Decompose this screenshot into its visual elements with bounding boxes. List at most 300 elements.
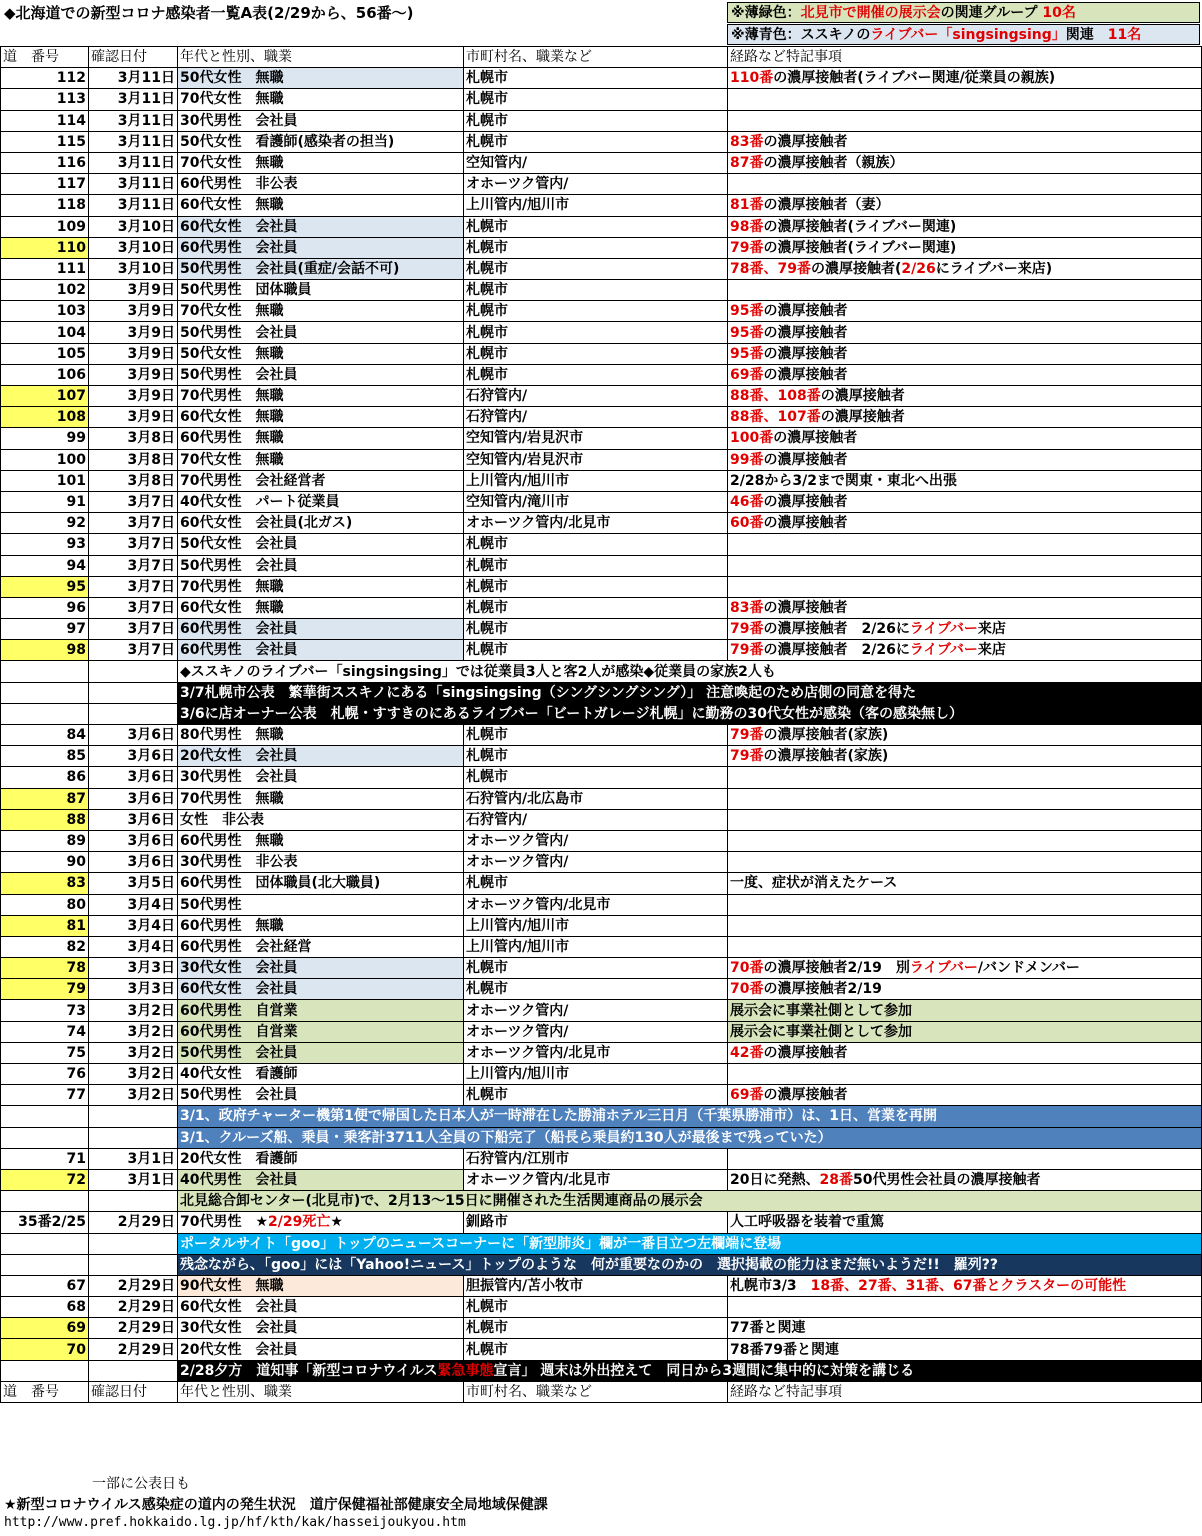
banner-spacer (1, 1254, 89, 1275)
note-fragment: の濃厚接触者 (820, 388, 905, 405)
age-sex-job: 50代男性 会社員 (178, 555, 464, 576)
note-fragment: 83番 (730, 133, 764, 150)
note-fragment: の濃厚接触者 2/26に (763, 642, 910, 659)
confirm-date: 3月4日 (89, 894, 178, 915)
note-fragment: 70番 (730, 960, 764, 977)
city: 石狩管内/北広島市 (464, 788, 728, 809)
city: 札幌市 (464, 725, 728, 746)
table-row (1, 174, 1202, 195)
confirm-date: 3月11日 (89, 152, 178, 173)
legend-green-prefix: ※薄緑色： (731, 5, 801, 21)
case-number: 87 (1, 788, 89, 809)
notes (728, 1275, 1202, 1296)
confirm-date: 3月9日 (89, 407, 178, 428)
city: オホーツク管内/北見市 (464, 513, 728, 534)
city: 札幌市 (464, 640, 728, 661)
note-fragment: の濃厚接触者 (763, 1044, 848, 1061)
age-sex-job: 60代男性 無職 (178, 830, 464, 851)
city: 札幌市 (464, 68, 728, 89)
confirm-date: 3月10日 (89, 216, 178, 237)
table-row (1, 597, 1202, 618)
age-sex-job: 50代男性 会社員(重症/会話不可) (178, 258, 464, 279)
city: 上川管内/旭川市 (464, 936, 728, 957)
note-fragment: 99番 (730, 451, 764, 468)
confirm-date: 3月9日 (89, 280, 178, 301)
city: 札幌市 (464, 1318, 728, 1339)
age-sex-job: 60代男性 無職 (178, 428, 464, 449)
table-row (1, 216, 1202, 237)
banner-spacer (1, 703, 89, 724)
case-number: 80 (1, 894, 89, 915)
notes (728, 449, 1202, 470)
case-number: 81 (1, 915, 89, 936)
note-fragment: 2/28夕方 道知事「新型コロナウイルス (180, 1362, 438, 1379)
case-number: 107 (1, 386, 89, 407)
notes (728, 131, 1202, 152)
note-fragment: 展示会に事業社側として参加 (730, 1002, 912, 1019)
city: オホーツク管内/ (464, 1021, 728, 1042)
note-fragment: の濃厚接触者 (763, 494, 848, 511)
notes (728, 110, 1202, 131)
confirm-date: 3月6日 (89, 767, 178, 788)
city: 石狩管内/江別市 (464, 1148, 728, 1169)
footer-url[interactable]: http://www.pref.hokkaido.lg.jp/hf/kth/kak/hasseijoukyou.htm (4, 1515, 466, 1530)
legend-green (727, 2, 1200, 23)
header-age-sex-job: 年代と性別、職業 (178, 1381, 464, 1402)
city: 空知管内/岩見沢市 (464, 449, 728, 470)
banner-text: 3/6に店オーナー公表 札幌・すすきのにあるライブバー「ビートガレージ札幌」に勤務の30代女性が感染（客の感染無し） (178, 703, 1202, 724)
city: 札幌市 (464, 364, 728, 385)
city: 札幌市 (464, 280, 728, 301)
confirm-date: 2月29日 (89, 1212, 178, 1233)
city: 石狩管内/ (464, 809, 728, 830)
notes (728, 746, 1202, 767)
confirm-date: 3月3日 (89, 958, 178, 979)
table-row (1, 470, 1202, 491)
case-number: 106 (1, 364, 89, 385)
legend-blue-count: 11名 (1107, 27, 1142, 43)
age-sex-job: 60代女性 会社員 (178, 1297, 464, 1318)
note-fragment: の濃厚接触者 2/26に (763, 621, 910, 638)
banner-spacer (1, 1233, 89, 1254)
notes (728, 555, 1202, 576)
notes (728, 767, 1202, 788)
age-sex-job: 50代男性 会社員 (178, 1085, 464, 1106)
city: 札幌市 (464, 576, 728, 597)
table-row (1, 746, 1202, 767)
header-age-sex-job: 年代と性別、職業 (178, 47, 464, 68)
confirm-date: 3月9日 (89, 301, 178, 322)
city: 札幌市 (464, 979, 728, 1000)
city: オホーツク管内/北見市 (464, 894, 728, 915)
note-fragment: 78番、79番 (730, 260, 811, 277)
confirm-date: 3月6日 (89, 746, 178, 767)
note-fragment: の濃厚接触者（親族） (763, 155, 904, 172)
age-sex-job: 60代男性 会社員 (178, 237, 464, 258)
table-row (1, 407, 1202, 428)
note-fragment: の濃厚接触者 (763, 303, 848, 320)
notes (728, 89, 1202, 110)
age-sex-job: 60代女性 無職 (178, 597, 464, 618)
notes (728, 386, 1202, 407)
note-fragment: 18番、27番、31番、67番とクラスターの可能性 (810, 1277, 1127, 1294)
confirm-date: 3月7日 (89, 619, 178, 640)
confirm-date: 3月10日 (89, 258, 178, 279)
table-row (1, 767, 1202, 788)
notes (728, 788, 1202, 809)
age-sex-job: 60代男性 無職 (178, 915, 464, 936)
confirm-date: 3月9日 (89, 386, 178, 407)
case-number: 114 (1, 110, 89, 131)
city: 札幌市 (464, 873, 728, 894)
note-fragment: 95番 (730, 324, 764, 341)
age-sex-job: 20代女性 会社員 (178, 1339, 464, 1360)
case-number: 96 (1, 597, 89, 618)
case-number: 95 (1, 576, 89, 597)
header-date: 確認日付 (89, 1381, 178, 1402)
notes (728, 407, 1202, 428)
age-sex-job: 40代男性 会社員 (178, 1169, 464, 1190)
table-row (1, 619, 1202, 640)
city: 札幌市 (464, 110, 728, 131)
notes (728, 958, 1202, 979)
table-row (1, 852, 1202, 873)
confirm-date: 3月11日 (89, 174, 178, 195)
confirm-date: 3月5日 (89, 873, 178, 894)
confirm-date: 3月6日 (89, 725, 178, 746)
city: 札幌市 (464, 258, 728, 279)
table-row (1, 725, 1202, 746)
notes (728, 597, 1202, 618)
note-fragment: 95番 (730, 303, 764, 320)
confirm-date: 3月1日 (89, 1148, 178, 1169)
age-sex-job: 80代男性 無職 (178, 725, 464, 746)
note-fragment: の濃厚接触者 (763, 345, 848, 362)
age-sex-job: 90代女性 無職 (178, 1275, 464, 1296)
case-number: 70 (1, 1339, 89, 1360)
confirm-date: 3月11日 (89, 110, 178, 131)
age-sex-job: 60代女性 会社員(北ガス) (178, 513, 464, 534)
note-fragment: の濃厚接触者(ライブバー関連/従業員の親族) (773, 70, 1056, 87)
case-number: 91 (1, 491, 89, 512)
confirm-date: 3月11日 (89, 131, 178, 152)
confirm-date: 3月7日 (89, 513, 178, 534)
header-date: 確認日付 (89, 47, 178, 68)
banner-spacer (89, 682, 178, 703)
banner-row (1, 1106, 1202, 1127)
note-fragment: 77番と関連 (730, 1320, 806, 1337)
age-sex-job: 30代男性 会社員 (178, 110, 464, 131)
notes (728, 216, 1202, 237)
note-fragment: 79番 (730, 239, 764, 256)
note-fragment: の濃厚接触者(家族) (763, 727, 889, 744)
table-row (1, 343, 1202, 364)
header-notes: 経路など特記事項 (728, 1381, 1202, 1402)
note-fragment: 69番 (730, 1087, 764, 1104)
legend-green-highlight: 北見市で開催の展示会 (800, 5, 941, 21)
city: 札幌市 (464, 746, 728, 767)
table-row (1, 322, 1202, 343)
case-number: 89 (1, 830, 89, 851)
note-fragment: 79番 (730, 727, 764, 744)
notes (728, 873, 1202, 894)
notes (728, 1212, 1202, 1233)
notes (728, 852, 1202, 873)
note-fragment: ★ (330, 1214, 343, 1231)
note-fragment: の濃厚接触者2/19 (763, 981, 882, 998)
note-fragment: 46番 (730, 494, 764, 511)
confirm-date: 3月2日 (89, 1064, 178, 1085)
table-row (1, 894, 1202, 915)
legend-blue-highlight: ライブバー「singsingsing」 (870, 27, 1066, 43)
notes (728, 979, 1202, 1000)
case-number: 88 (1, 809, 89, 830)
note-fragment: 28番 (819, 1172, 853, 1189)
table-row (1, 788, 1202, 809)
banner-spacer (89, 703, 178, 724)
notes (728, 1148, 1202, 1169)
notes (728, 576, 1202, 597)
table-row (1, 1000, 1202, 1021)
note-fragment: 95番 (730, 345, 764, 362)
case-number: 79 (1, 979, 89, 1000)
banner-text: 3/1、政府チャーター機第1便で帰国した日本人が一時滞在した勝浦ホテル三日月（千葉県勝浦市）は、1日、営業を再開 (178, 1106, 1202, 1127)
banner-text: ◆ススキノのライブバー「singsingsing」では従業員3人と客2人が感染◆従業員の家族2人も (178, 661, 1202, 682)
confirm-date: 2月29日 (89, 1318, 178, 1339)
confirm-date: 3月7日 (89, 576, 178, 597)
city: 札幌市 (464, 131, 728, 152)
note-fragment: の濃厚接触者2/19 別 (763, 960, 910, 977)
table-row (1, 979, 1202, 1000)
city: 札幌市 (464, 1297, 728, 1318)
case-number: 94 (1, 555, 89, 576)
notes (728, 1318, 1202, 1339)
city: 札幌市 (464, 958, 728, 979)
city: オホーツク管内/ (464, 852, 728, 873)
age-sex-job: 60代男性 自営業 (178, 1000, 464, 1021)
notes (728, 936, 1202, 957)
note-fragment: の濃厚接触者 (763, 451, 848, 468)
notes (728, 68, 1202, 89)
city: 空知管内/ (464, 152, 728, 173)
table-header-row (1, 47, 1202, 68)
notes (728, 258, 1202, 279)
note-fragment: 20日に発熱、 (730, 1172, 820, 1189)
confirm-date: 2月29日 (89, 1339, 178, 1360)
table-row (1, 195, 1202, 216)
confirm-date: 3月10日 (89, 237, 178, 258)
note-fragment: 50代男性会社員の濃厚接触者 (852, 1172, 1041, 1189)
age-sex-job: 50代男性 会社員 (178, 322, 464, 343)
case-number: 102 (1, 280, 89, 301)
table-row (1, 873, 1202, 894)
table-row (1, 301, 1202, 322)
note-fragment: 42番 (730, 1044, 764, 1061)
note-fragment: 78番79番と関連 (730, 1341, 839, 1358)
table-row (1, 513, 1202, 534)
notes (728, 915, 1202, 936)
age-sex-job: 60代女性 無職 (178, 195, 464, 216)
age-sex-job: 70代男性 無職 (178, 576, 464, 597)
confirm-date: 3月9日 (89, 322, 178, 343)
age-sex-job: 60代男性 会社経営 (178, 936, 464, 957)
case-number: 116 (1, 152, 89, 173)
notes (728, 364, 1202, 385)
banner-spacer (1, 661, 89, 682)
table-row (1, 1318, 1202, 1339)
city: 釧路市 (464, 1212, 728, 1233)
confirm-date: 3月7日 (89, 491, 178, 512)
table-row (1, 1021, 1202, 1042)
banner-text: 北見総合卸センター(北見市)で、2月13～15日に開催された生活関連商品の展示会 (178, 1191, 1202, 1212)
legend-green-count: 10名 (1042, 5, 1076, 21)
age-sex-job: 50代男性 団体職員 (178, 280, 464, 301)
city: オホーツク管内/北見市 (464, 1169, 728, 1190)
table-row (1, 491, 1202, 512)
age-sex-job: 30代女性 会社員 (178, 1318, 464, 1339)
banner-row (1, 1191, 1202, 1212)
table-row (1, 534, 1202, 555)
age-sex-job: 50代女性 看護師(感染者の担当) (178, 131, 464, 152)
age-sex-job: 40代女性 看護師 (178, 1064, 464, 1085)
table-row (1, 386, 1202, 407)
note-fragment: 79番 (730, 748, 764, 765)
case-table (0, 46, 1202, 1403)
footer-source: ★新型コロナウイルス感染症の道内の発生状況 道庁保健福祉部健康安全局地域保健課 (4, 1497, 548, 1513)
legend-blue-suffix: 関連 (1065, 27, 1108, 43)
table-row (1, 1275, 1202, 1296)
age-sex-job: 60代女性 会社員 (178, 216, 464, 237)
header-city: 市町村名、職業など (464, 1381, 728, 1402)
note-fragment: 来店 (977, 621, 1006, 638)
table-row (1, 1064, 1202, 1085)
case-number: 78 (1, 958, 89, 979)
notes (728, 830, 1202, 851)
notes (728, 1297, 1202, 1318)
note-fragment: の濃厚接触者 (763, 1087, 848, 1104)
table-row (1, 449, 1202, 470)
age-sex-job: 60代男性 会社員 (178, 640, 464, 661)
table-row (1, 1042, 1202, 1063)
confirm-date: 3月8日 (89, 428, 178, 449)
notes (728, 322, 1202, 343)
case-number: 112 (1, 68, 89, 89)
legend-blue-prefix: ※薄青色：ススキノの (731, 27, 871, 43)
notes (728, 640, 1202, 661)
notes (728, 619, 1202, 640)
case-number: 86 (1, 767, 89, 788)
table-row (1, 555, 1202, 576)
city: 上川管内/旭川市 (464, 195, 728, 216)
note-fragment: にライブバー来店) (935, 260, 1053, 277)
confirm-date: 3月4日 (89, 915, 178, 936)
footer-note: 一部に公表日も (92, 1476, 190, 1492)
note-fragment: 70代男性 ★ (180, 1214, 269, 1231)
case-number: 103 (1, 301, 89, 322)
case-number: 67 (1, 1275, 89, 1296)
note-fragment: 宣言」 週末は外出控えて 同日から3週間に集中的に対策を講じる (493, 1362, 915, 1379)
confirm-date: 3月7日 (89, 597, 178, 618)
city: 上川管内/旭川市 (464, 470, 728, 491)
note-fragment: 展示会に事業社側として参加 (730, 1023, 912, 1040)
city: 胆振管内/苫小牧市 (464, 1275, 728, 1296)
table-row (1, 1169, 1202, 1190)
banner-spacer (1, 1106, 89, 1127)
confirm-date: 3月3日 (89, 979, 178, 1000)
city: 札幌市 (464, 619, 728, 640)
case-number: 90 (1, 852, 89, 873)
page-title: ◆北海道での新型コロナ感染者一覧A表(2/29から、56番～) (4, 4, 414, 22)
city: 空知管内/岩見沢市 (464, 428, 728, 449)
case-number: 93 (1, 534, 89, 555)
confirm-date: 3月1日 (89, 1169, 178, 1190)
table-row (1, 258, 1202, 279)
note-fragment: 69番 (730, 366, 764, 383)
case-number: 104 (1, 322, 89, 343)
notes (728, 174, 1202, 195)
note-fragment: の濃厚接触者 (763, 515, 848, 532)
city: 札幌市 (464, 301, 728, 322)
note-fragment: の濃厚接触者(家族) (763, 748, 889, 765)
notes (728, 725, 1202, 746)
banner-row (1, 682, 1202, 703)
case-number: 76 (1, 1064, 89, 1085)
table-row (1, 1339, 1202, 1360)
city: 札幌市 (464, 322, 728, 343)
note-fragment: ライブバー (909, 960, 978, 977)
note-fragment: 81番 (730, 197, 764, 214)
city: 札幌市 (464, 343, 728, 364)
notes (728, 1042, 1202, 1063)
case-number: 98 (1, 640, 89, 661)
notes (728, 1169, 1202, 1190)
city: 札幌市 (464, 597, 728, 618)
table-row (1, 237, 1202, 258)
note-fragment: の濃厚接触者 (763, 133, 848, 150)
note-fragment: /バンドメンバー (977, 960, 1080, 977)
age-sex-job: 60代女性 無職 (178, 407, 464, 428)
banner-text: 3/7札幌市公表 繁華街ススキノにある「singsingsing（シングシングシング）」 注意喚起のため店側の同意を得た (178, 682, 1202, 703)
note-fragment: 緊急事態 (437, 1362, 494, 1379)
age-sex-job: 30代女性 会社員 (178, 958, 464, 979)
notes (728, 470, 1202, 491)
note-fragment: 79番 (730, 621, 764, 638)
city: 札幌市 (464, 216, 728, 237)
banner-spacer (89, 1360, 178, 1381)
case-number: 75 (1, 1042, 89, 1063)
case-number: 108 (1, 407, 89, 428)
banner-spacer (1, 682, 89, 703)
case-number: 92 (1, 513, 89, 534)
age-sex-job: 30代男性 非公表 (178, 852, 464, 873)
banner-text (178, 1360, 1202, 1381)
banner-row (1, 661, 1202, 682)
notes (728, 343, 1202, 364)
header-number: 道 番号 (1, 47, 89, 68)
confirm-date: 3月2日 (89, 1042, 178, 1063)
note-fragment: の濃厚接触者( (810, 260, 902, 277)
table-row (1, 936, 1202, 957)
banner-spacer (1, 1191, 89, 1212)
table-row (1, 1085, 1202, 1106)
note-fragment: 110番 (730, 70, 774, 87)
table-row (1, 280, 1202, 301)
case-number: 118 (1, 195, 89, 216)
case-number: 111 (1, 258, 89, 279)
banner-text: 残念ながら、「goo」には「Yahoo!ニュース」トップのような 何が重要なのかの 選択掲載の能力はまだ無いようだ!! 羅列?? (178, 1254, 1202, 1275)
table-row (1, 131, 1202, 152)
age-sex-job: 50代男性 会社員 (178, 1042, 464, 1063)
